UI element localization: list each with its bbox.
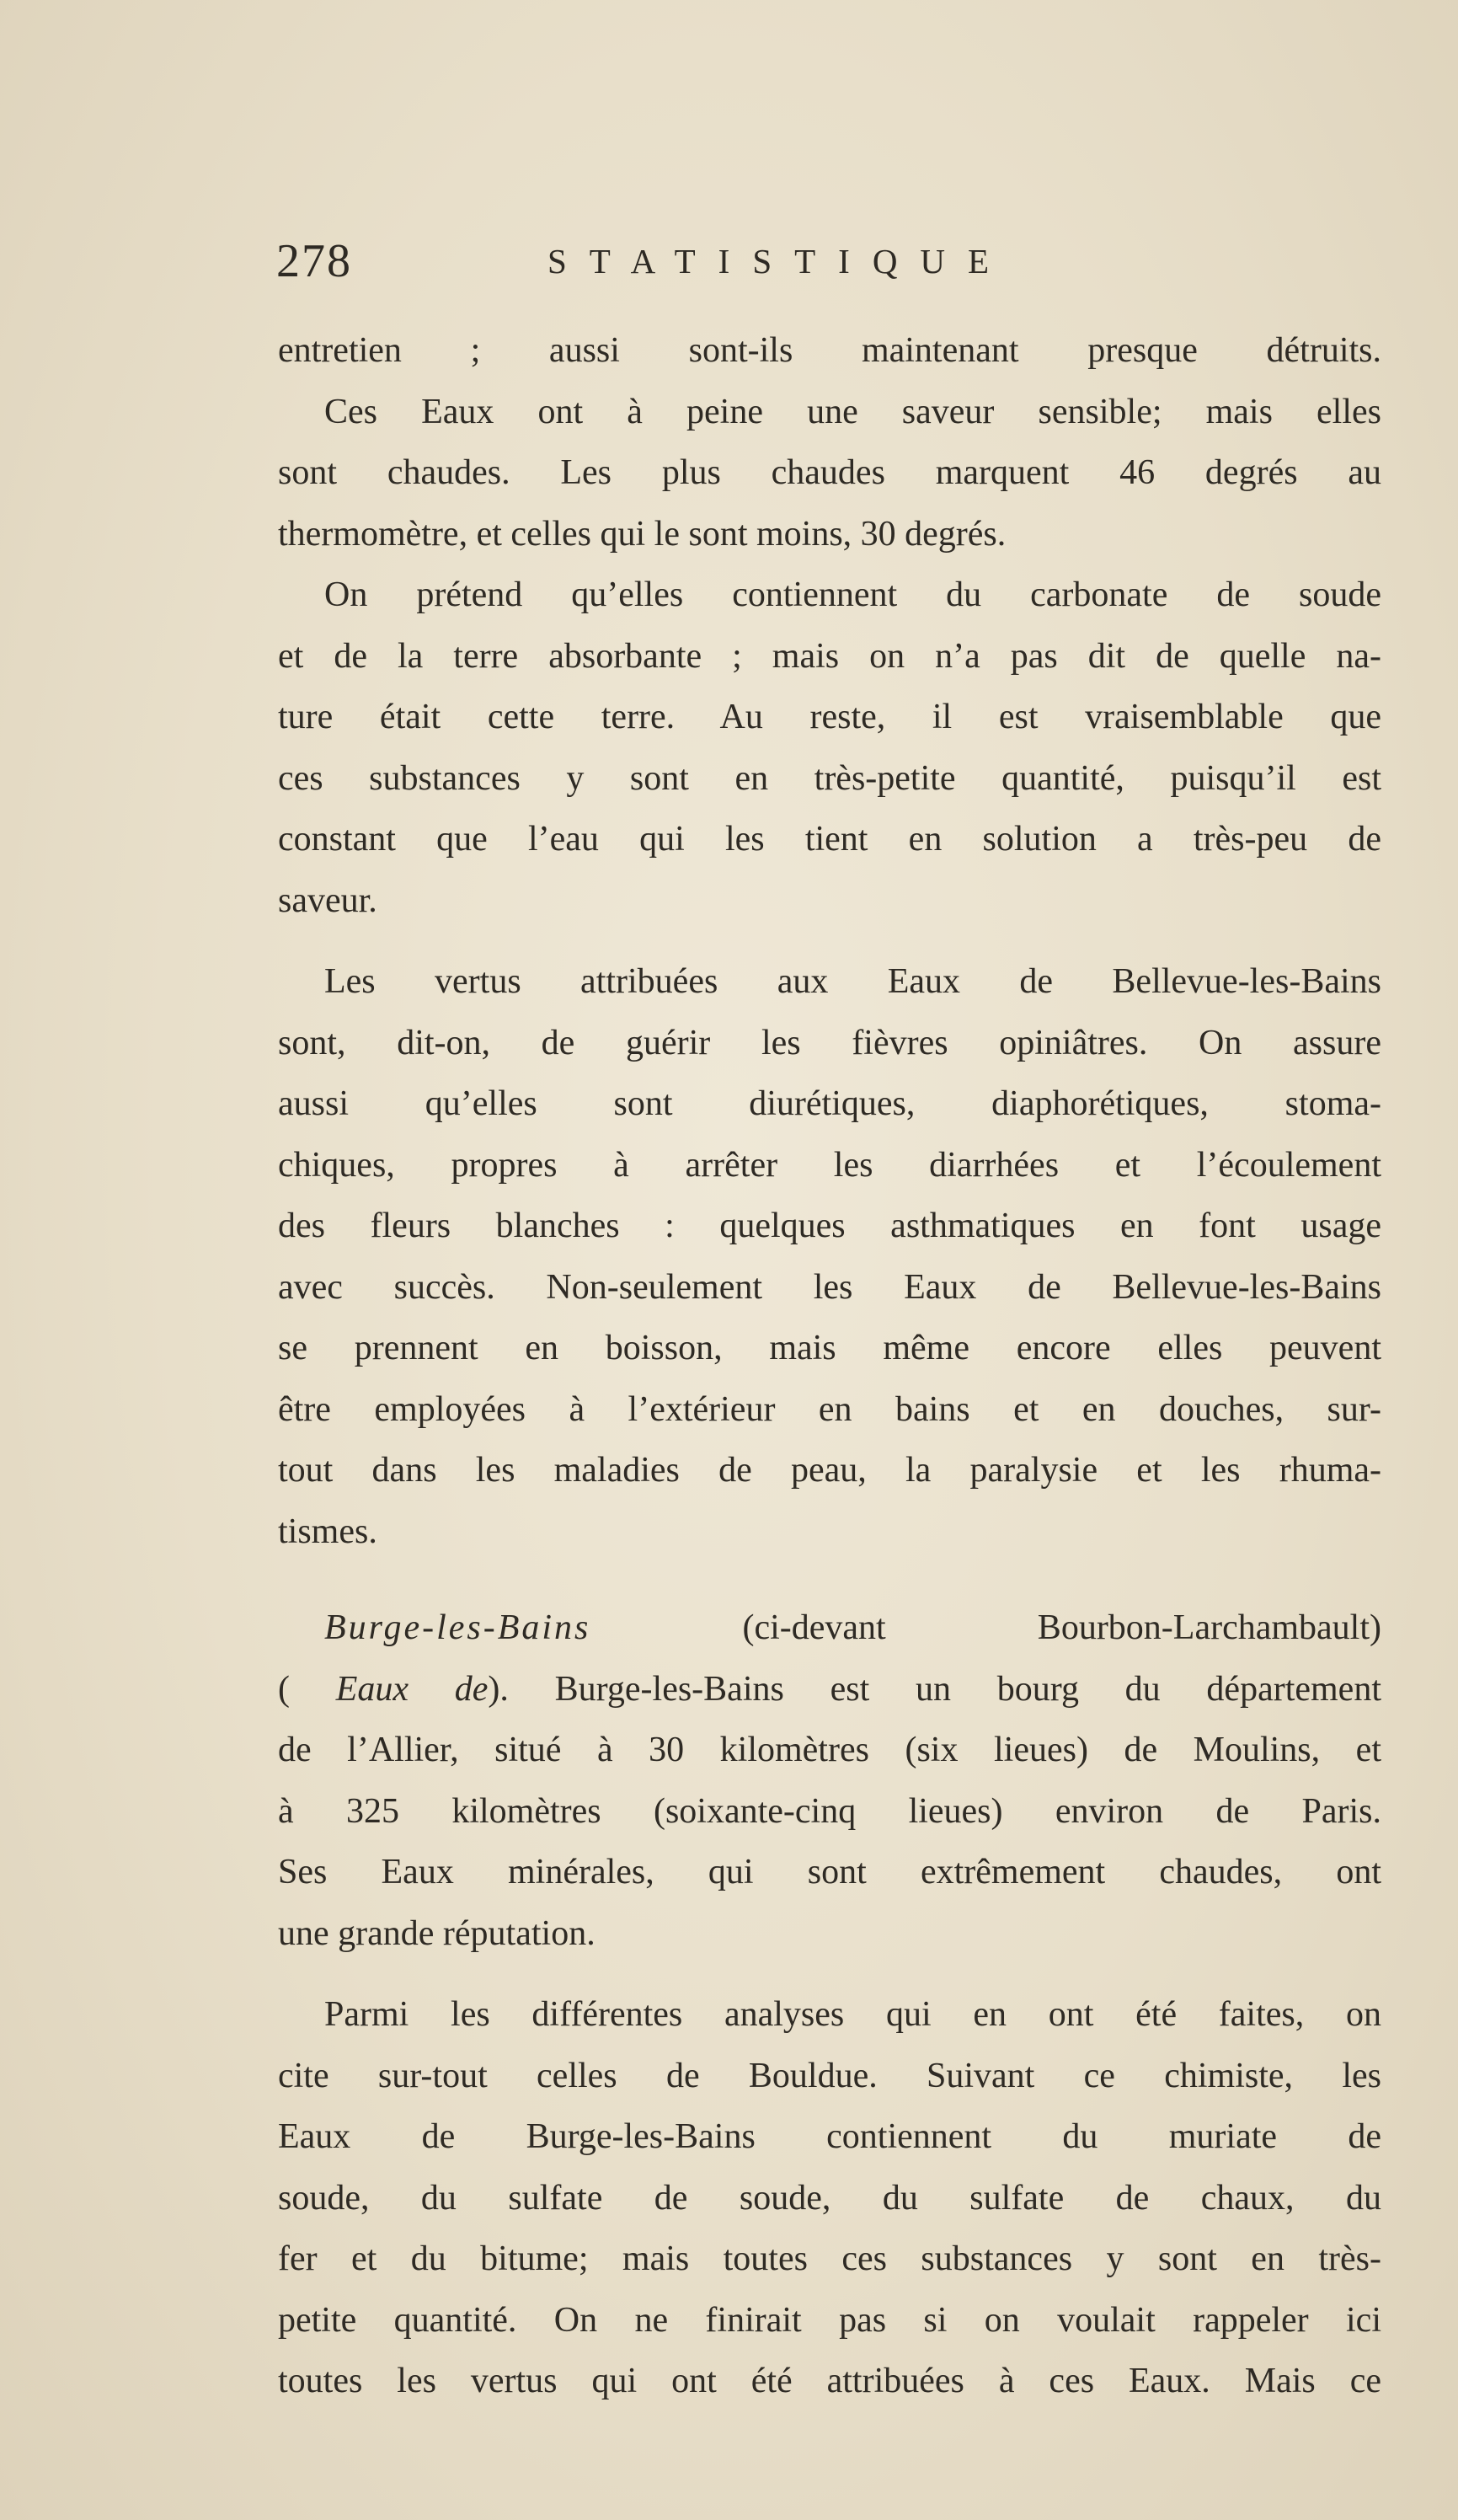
text-line: entretien ; aussi sont-ils maintenant presque détruits. bbox=[278, 331, 1381, 370]
text-line: ture était cette terre. Au reste, il est vraisemblable que bbox=[278, 698, 1381, 736]
text-line: Ses Eaux minérales, qui sont extrêmement chaudes, ont bbox=[278, 1853, 1381, 1891]
text-line: des fleurs blanches : quelques asthmatiques en font usage bbox=[278, 1206, 1381, 1245]
text-line: soude, du sulfate de soude, du sulfate de chaux, du bbox=[278, 2178, 1381, 2218]
text-line: sont chaudes. Les plus chaudes marquent 46 degrés au bbox=[278, 453, 1381, 492]
text-line: ces substances y sont en très-petite quantité, puisqu’il est bbox=[278, 758, 1381, 798]
paragraph-final bbox=[278, 1984, 1381, 2412]
text-line: toutes les vertus qui ont été attribuées à ces Eaux. Mais ce bbox=[278, 2362, 1381, 2400]
text-line: thermomètre, et celles qui le sont moins, 30 degrés. bbox=[278, 514, 1007, 554]
paragraph-1 bbox=[278, 320, 1381, 564]
entry-subheading: Eaux de bbox=[335, 1669, 489, 1709]
text-line: chiques, propres à arrêter les diarrhées et l’écoulement bbox=[278, 1145, 1381, 1185]
text-line: petite quantité. On ne finirait pas si on voulait rappeler ici bbox=[278, 2300, 1381, 2340]
text-line: cite sur-tout celles de Bouldue. Suivant ce chimiste, les bbox=[278, 2056, 1381, 2095]
entry-heading: Burge-les-Bains bbox=[324, 1608, 591, 1647]
text-line: de l’Allier, situé à 30 kilomètres (six lieues) de Moulins, et bbox=[278, 1731, 1381, 1769]
entry-burge-les-bains bbox=[278, 1597, 1381, 1964]
text-line: sont, dit-on, de guérir les fièvres opiniâtres. On assure bbox=[278, 1023, 1381, 1062]
body-text bbox=[278, 320, 1381, 2412]
text-line: Ces Eaux ont à peine une saveur sensible; mais elles bbox=[324, 392, 1381, 431]
text-line: Eaux de Burge-les-Bains contiennent du muriate de bbox=[278, 2117, 1381, 2156]
text-line: aussi qu’elles sont diurétiques, diaphorétiques, stoma- bbox=[278, 1084, 1381, 1123]
entry-heading-line bbox=[278, 1597, 1381, 1659]
text-line: Les vertus attribuées aux Eaux de Bellevue-les-Bains bbox=[324, 962, 1381, 1001]
entry-heading-rest: (ci-devant Bourbon-Larchambault) bbox=[742, 1608, 1381, 1647]
page-number: 278 bbox=[276, 235, 352, 287]
text-line: saveur. bbox=[278, 880, 377, 920]
entry-line-rest: . Burge-les-Bains est un bourg du département bbox=[499, 1669, 1381, 1709]
text-line: à 325 kilomètres (soixante-cinq lieues) environ de Paris. bbox=[278, 1791, 1381, 1831]
text-line: tismes. bbox=[278, 1511, 377, 1551]
entry-subheading-line: ( Eaux de). Burge-les-Bains est un bourg du département bbox=[278, 1669, 1381, 1709]
text-line: avec succès. Non-seulement les Eaux de Bellevue-les-Bains bbox=[278, 1267, 1381, 1307]
text-line: On prétend qu’elles contiennent du carbonate de soude bbox=[324, 575, 1381, 614]
text-line: fer et du bitume; mais toutes ces substances y sont en très- bbox=[278, 2239, 1381, 2278]
paragraph-3 bbox=[278, 951, 1381, 1562]
paragraph-2 bbox=[278, 564, 1381, 931]
text-line: une grande réputation. bbox=[278, 1913, 595, 1953]
text-line: tout dans les maladies de peau, la paralysie et les rhuma- bbox=[278, 1451, 1381, 1490]
page-header bbox=[276, 227, 1152, 295]
running-title: STATISTIQUE bbox=[547, 242, 1012, 281]
text-line: être employées à l’extérieur en bains et en douches, sur- bbox=[278, 1389, 1381, 1429]
text-line: se prennent en boisson, mais même encore elles peuvent bbox=[278, 1329, 1381, 1367]
text-line: Parmi les différentes analyses qui en ont été faites, on bbox=[324, 1995, 1381, 2034]
text-line: constant que l’eau qui les tient en solution a très-peu de bbox=[278, 820, 1381, 859]
text-line: et de la terre absorbante ; mais on n’a pas dit de quelle na- bbox=[278, 636, 1381, 676]
